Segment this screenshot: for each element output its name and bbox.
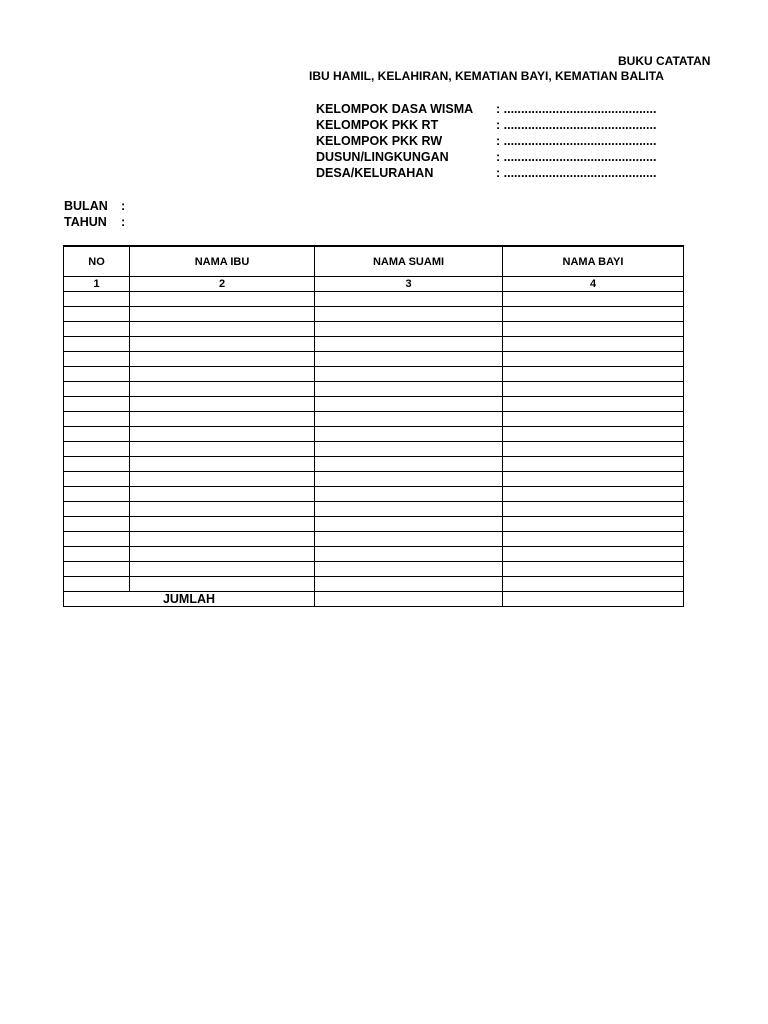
column-number: 2 (130, 277, 315, 292)
table-cell[interactable] (64, 337, 130, 352)
table-cell[interactable] (64, 487, 130, 502)
table-cell[interactable] (130, 292, 315, 307)
table-cell[interactable] (315, 382, 503, 397)
table-cell[interactable] (130, 487, 315, 502)
table-cell[interactable] (315, 352, 503, 367)
column-number: 3 (315, 277, 503, 292)
table-cell[interactable] (130, 472, 315, 487)
table-header-row (64, 246, 684, 277)
info-label: KELOMPOK PKK RT (316, 118, 439, 132)
table-cell[interactable] (315, 547, 503, 562)
table-cell[interactable] (130, 337, 315, 352)
table-cell[interactable] (315, 577, 503, 592)
bulan-label: BULAN (64, 199, 108, 213)
table-cell[interactable] (64, 457, 130, 472)
table-cell[interactable] (64, 352, 130, 367)
header-nama-suami: NAMA SUAMI (315, 246, 503, 277)
info-value: : ............................................ (496, 150, 657, 164)
info-row-dasa-wisma (316, 101, 676, 117)
column-number: 4 (503, 277, 684, 292)
table-cell[interactable] (130, 562, 315, 577)
table-cell[interactable] (64, 547, 130, 562)
title-line-1: BUKU CATATAN (618, 54, 711, 68)
header-nama-ibu: NAMA IBU (130, 246, 315, 277)
table-cell[interactable] (130, 517, 315, 532)
table-cell[interactable] (130, 577, 315, 592)
table-cell[interactable] (315, 367, 503, 382)
document-title (0, 54, 711, 88)
info-row-dusun (316, 149, 676, 165)
table-cell[interactable] (315, 517, 503, 532)
table-row (64, 562, 684, 577)
header-nama-bayi: NAMA BAYI (503, 246, 684, 277)
table-cell[interactable] (503, 292, 684, 307)
table-row (64, 532, 684, 547)
table-cell[interactable] (315, 337, 503, 352)
table-cell[interactable] (315, 487, 503, 502)
table-cell[interactable] (315, 412, 503, 427)
table-cell[interactable] (503, 427, 684, 442)
table-row (64, 472, 684, 487)
table-cell[interactable] (503, 502, 684, 517)
table-cell[interactable] (64, 502, 130, 517)
table-cell[interactable] (130, 367, 315, 382)
table-cell[interactable] (64, 442, 130, 457)
header-no: NO (64, 246, 130, 277)
table-cell[interactable] (503, 367, 684, 382)
table-cell[interactable] (130, 532, 315, 547)
table-cell[interactable] (130, 397, 315, 412)
table-cell[interactable] (315, 532, 503, 547)
table-cell[interactable] (315, 562, 503, 577)
table-cell[interactable] (315, 292, 503, 307)
table-cell[interactable] (315, 307, 503, 322)
table-cell[interactable] (130, 457, 315, 472)
title-line-2: IBU HAMIL, KELAHIRAN, KEMATIAN BAYI, KEMATIAN BALITA (309, 69, 664, 83)
tahun-label: TAHUN (64, 215, 107, 229)
table-cell[interactable] (130, 442, 315, 457)
info-value: : ............................................ (496, 102, 657, 116)
table-row (64, 367, 684, 382)
table-body (64, 292, 684, 592)
table-cell[interactable] (64, 292, 130, 307)
table-cell[interactable] (503, 517, 684, 532)
table-cell[interactable] (503, 307, 684, 322)
bulan-colon: : (121, 199, 126, 213)
table-cell[interactable] (503, 457, 684, 472)
table-cell[interactable] (315, 457, 503, 472)
table-cell[interactable] (503, 442, 684, 457)
table-cell[interactable] (130, 322, 315, 337)
table-cell[interactable] (64, 427, 130, 442)
table-cell[interactable] (64, 517, 130, 532)
table-row (64, 307, 684, 322)
info-value: : ............................................ (496, 134, 657, 148)
table-row (64, 427, 684, 442)
table-cell[interactable] (64, 397, 130, 412)
table-cell[interactable] (315, 502, 503, 517)
table-cell[interactable] (503, 472, 684, 487)
group-info-block (316, 101, 676, 181)
table-cell[interactable] (503, 532, 684, 547)
table-cell[interactable] (503, 382, 684, 397)
table-row (64, 322, 684, 337)
table-row (64, 457, 684, 472)
table-cell[interactable] (64, 322, 130, 337)
record-table (63, 245, 684, 607)
info-label: KELOMPOK DASA WISMA (316, 102, 474, 116)
info-label: DUSUN/LINGKUNGAN (316, 150, 449, 164)
table-cell[interactable] (503, 412, 684, 427)
table-cell[interactable] (315, 472, 503, 487)
tahun-colon: : (121, 215, 126, 229)
table-cell[interactable] (315, 322, 503, 337)
table-cell[interactable] (130, 427, 315, 442)
table-row (64, 397, 684, 412)
table-cell[interactable] (503, 337, 684, 352)
table-row (64, 382, 684, 397)
table-cell[interactable] (503, 547, 684, 562)
info-value: : ............................................ (496, 166, 657, 180)
total-cell[interactable] (315, 592, 503, 607)
table-cell[interactable] (130, 412, 315, 427)
info-row-desa (316, 165, 676, 181)
table-cell[interactable] (315, 427, 503, 442)
table-row (64, 337, 684, 352)
table-cell[interactable] (503, 322, 684, 337)
table-cell[interactable] (64, 532, 130, 547)
table-cell[interactable] (130, 547, 315, 562)
total-cell[interactable] (503, 592, 684, 607)
table-cell[interactable] (64, 367, 130, 382)
table-cell[interactable] (130, 502, 315, 517)
info-row-pkk-rt (316, 117, 676, 133)
table-cell[interactable] (130, 352, 315, 367)
table-row (64, 412, 684, 427)
total-label: JUMLAH (64, 592, 315, 607)
info-value: : ............................................ (496, 118, 657, 132)
table-cell[interactable] (64, 577, 130, 592)
table-row (64, 292, 684, 307)
table-row (64, 352, 684, 367)
table-cell[interactable] (503, 397, 684, 412)
table-cell[interactable] (315, 397, 503, 412)
table-cell[interactable] (64, 307, 130, 322)
table-row (64, 547, 684, 562)
info-label: KELOMPOK PKK RW (316, 134, 443, 148)
table-cell[interactable] (130, 307, 315, 322)
table-row (64, 517, 684, 532)
table-cell[interactable] (130, 382, 315, 397)
table-row (64, 577, 684, 592)
info-label: DESA/KELURAHAN (316, 166, 434, 180)
table-cell[interactable] (64, 412, 130, 427)
table-cell[interactable] (503, 352, 684, 367)
column-number-row (64, 277, 684, 292)
table-row (64, 487, 684, 502)
table-row (64, 442, 684, 457)
table-cell[interactable] (315, 442, 503, 457)
column-number: 1 (64, 277, 130, 292)
table-cell[interactable] (64, 472, 130, 487)
table-cell[interactable] (503, 577, 684, 592)
info-row-pkk-rw (316, 133, 676, 149)
table-row (64, 502, 684, 517)
table-cell[interactable] (503, 487, 684, 502)
total-row (64, 592, 684, 607)
table-cell[interactable] (503, 562, 684, 577)
table-cell[interactable] (64, 562, 130, 577)
table-cell[interactable] (64, 382, 130, 397)
